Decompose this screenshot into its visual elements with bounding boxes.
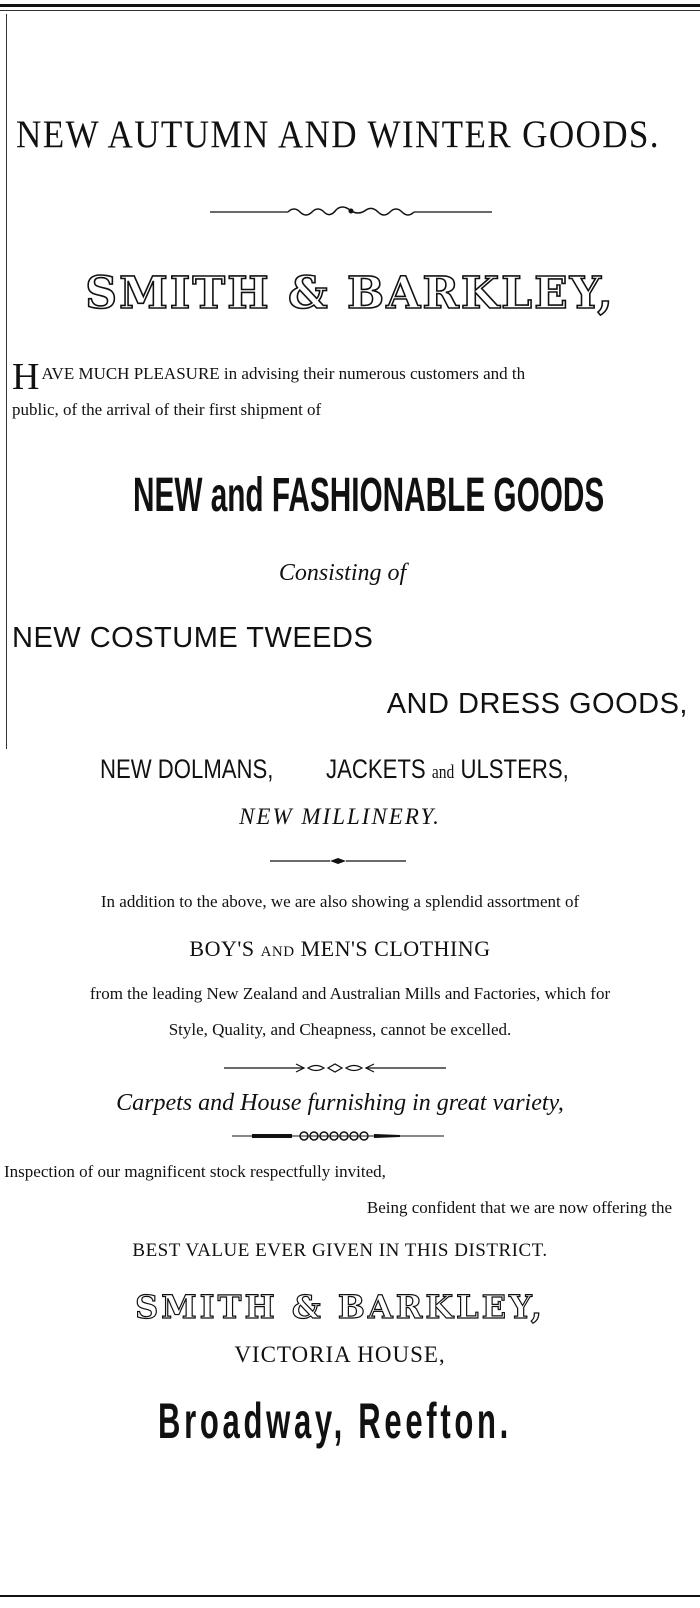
inspection-line: Inspection of our magnificent stock respectfully invited, [4, 1162, 386, 1181]
headline: NEW AUTUMN AND WINTER GOODS. [16, 113, 660, 156]
left-border-rule [6, 14, 7, 749]
jackets-and-ulsters [326, 754, 569, 785]
mills-line: from the leading New Zealand and Australian Mills and Factories, which for [89, 984, 611, 1003]
jackets-and-word: and [431, 762, 455, 783]
scroll-ornament-divider [210, 202, 492, 222]
intro-lead-caps: AVE MUCH PLEASURE [41, 364, 220, 383]
new-millinery: NEW MILLINERY. [239, 804, 441, 829]
new-dolmans: NEW DOLMANS, [100, 754, 274, 784]
clothing-heading [0, 936, 680, 962]
feature-title: NEW and FASHIONABLE GOODS [133, 469, 605, 522]
arrow-diamond-divider [224, 1061, 446, 1075]
drop-cap: H [12, 356, 40, 398]
addition-line: In addition to the above, we are also showing a splendid assortment of [100, 892, 580, 911]
intro-line-1 [12, 356, 526, 398]
clothing-heading-mens: MEN'S CLOTHING [300, 936, 491, 961]
bottom-border-rule [0, 1595, 700, 1597]
clothing-heading-boys: BOY'S [189, 936, 255, 961]
firm-name-footer: SMITH & BARKLEY, [135, 1288, 545, 1326]
best-value-line: BEST VALUE EVER GIVEN IN THIS DISTRICT. [132, 1240, 548, 1261]
top-border-rule-thin [0, 10, 700, 11]
ulsters-word: ULSTERS, [460, 754, 569, 784]
chain-rule-divider [232, 1130, 444, 1142]
jackets-word: JACKETS [326, 754, 426, 784]
confident-line: Being confident that we are now offering the [366, 1198, 672, 1217]
diamond-rule-divider [270, 855, 406, 867]
intro-line-1-rest: in advising their numerous customers and th [223, 364, 526, 383]
consisting-of: Consisting of [278, 560, 407, 586]
address-line: Broadway, Reefton. [157, 1393, 513, 1449]
dress-goods: AND DRESS GOODS, [386, 688, 688, 720]
top-border-rule [0, 4, 700, 7]
intro-line-2: public, of the arrival of their first shipment of [12, 400, 322, 419]
firm-name-title: SMITH & BARKLEY, [85, 268, 615, 319]
carpets-line: Carpets and House furnishing in great variety, [116, 1090, 564, 1116]
victoria-house: VICTORIA HOUSE, [234, 1342, 446, 1367]
style-line: Style, Quality, and Cheapness, cannot be excelled. [168, 1020, 512, 1039]
costume-tweeds: NEW COSTUME TWEEDS [12, 622, 374, 654]
clothing-heading-and: AND [260, 944, 295, 960]
